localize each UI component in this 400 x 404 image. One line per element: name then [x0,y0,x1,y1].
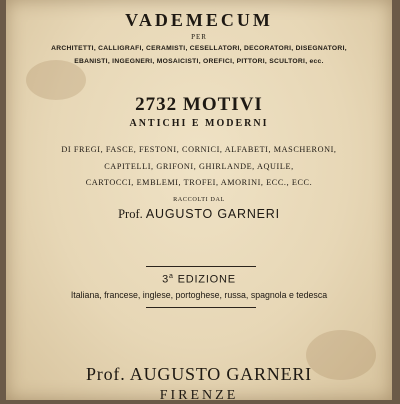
motif-list-line-1: DI FREGI, FASCE, FESTONI, CORNICI, ALFABETI, MASCHERONI, [61,145,337,154]
author-credit [6,207,392,222]
divider-bottom [146,307,256,308]
motif-count: 2732 MOTIVI [135,94,263,115]
edition-number: 3 [162,273,169,286]
raccolti-dal: RACCOLTI DAL [173,196,225,203]
motif-list-line-3: CARTOCCI, EMBLEMI, TROFEI, AMORINI, ECC., ECC. [85,178,313,187]
subtitle-line-2: EBANISTI, INGEGNERI, MOSAICISTI, OREFICI, PITTORI, SCULTORI, ecc. [74,58,324,65]
edition-label: EDIZIONE [177,273,236,286]
subtitle-line-1: ARCHITETTI, CALLIGRAFI, CERAMISTI, CESELLATORI, DECORATORI, DISEGNATORI, [51,45,347,52]
languages: Italiana, francese, inglese, portoghese, russa, spagnola e tedesca [70,290,328,300]
edition-sup: a [169,273,174,280]
antichi-moderni: ANTICHI E MODERNI [129,118,269,129]
title-per: PER [191,33,207,41]
title-page [6,0,392,403]
divider-top [146,266,256,267]
motif-list-line-2: CAPITELLI, GRIFONI, GHIRLANDE, AQUILE, [104,162,294,171]
author-name: AUGUSTO GARNERI [145,207,280,221]
edition [6,273,392,286]
author-prefix: Prof. [118,207,143,221]
book-title: VADEMECUM [125,10,273,30]
publication-city: FIRENZE [159,388,239,403]
publisher: Prof. AUGUSTO GARNERI [86,364,312,384]
